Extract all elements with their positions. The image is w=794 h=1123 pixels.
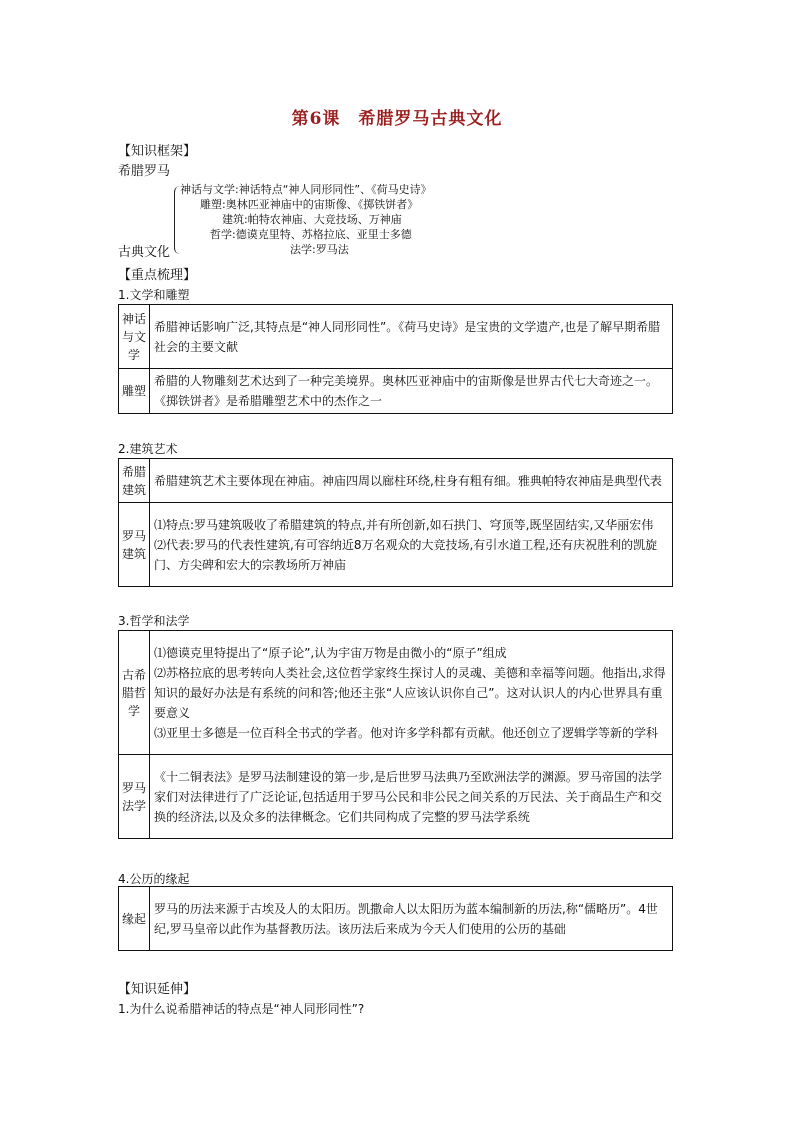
table-row — [119, 305, 673, 369]
table-row — [119, 755, 673, 839]
content-line: ⑴德谟克里特提出了“原子论”,认为宇宙万物是由微小的“原子”组成 — [154, 645, 507, 660]
key-points-heading: 【重点梳理】 — [118, 268, 197, 283]
content-line: ⑵苏格拉底的思考转向人类社会,这位哲学家终生探讨人的灵魂、美德和幸福等问题。他指出,求得知识的最好办法是有系统的问和答;他还主张“人应该认识你自己”。这对认识人的内心世界具有重要意义 — [154, 665, 666, 720]
section-table — [118, 304, 673, 414]
content-line: ⑴特点:罗马建筑吸收了希腊建筑的特点,并有所创新,如石拱门、穹顶等,既坚固结实,又华丽宏伟 — [154, 517, 654, 532]
framework-item: 法学:罗马法 — [290, 243, 349, 256]
extension-question: 1.为什么说希腊神话的特点是“神人同形同性”? — [118, 1002, 365, 1016]
table-row — [119, 459, 673, 503]
row-content: 希腊的人物雕刻艺术达到了一种完美境界。奥林匹亚神庙中的宙斯像是世界古代七大奇迹之一。《掷铁饼者》是希腊雕塑艺术中的杰作之一 — [150, 369, 673, 414]
framework-heading: 【知识框架】 — [118, 144, 197, 159]
row-head: 罗马法学 — [119, 755, 150, 839]
section-table — [118, 458, 673, 587]
framework-item: 哲学:德谟克里特、苏格拉底、亚里士多德 — [210, 228, 412, 241]
table-row — [119, 503, 673, 587]
section-title: 4.公历的缘起 — [118, 872, 190, 886]
row-content: 《十二铜表法》是罗马法制建设的第一步,是后世罗马法典乃至欧洲法学的渊源。罗马帝国的法学家们对法律进行了广泛论证,包括适用于罗马公民和非公民之间关系的万民法、关于商品生产和交换的经济法,以及众多的法律概念。它们共同构成了完整的罗马法学系统 — [150, 755, 673, 839]
row-content: 希腊建筑艺术主要体现在神庙。神庙四周以廊柱环绕,柱身有粗有细。雅典帕特农神庙是典型代表 — [150, 459, 673, 503]
row-head: 雕塑 — [119, 369, 150, 414]
framework-root-bottom: 古典文化 — [118, 245, 171, 260]
section-title: 2.建筑艺术 — [118, 442, 178, 456]
row-head: 希腊建筑 — [119, 459, 150, 503]
row-head: 古希腊哲学 — [119, 631, 150, 755]
row-head: 罗马建筑 — [119, 503, 150, 587]
row-content: 罗马的历法来源于古埃及人的太阳历。凯撒命人以太阳历为蓝本编制新的历法,称“儒略历”。4世纪,罗马皇帝以此作为基督教历法。该历法后来成为今天人们使用的公历的基础 — [150, 887, 673, 951]
section-table — [118, 886, 673, 951]
table-row — [119, 369, 673, 414]
content-line: ⑵代表:罗马的代表性建筑,有可容纳近8万名观众的大竞技场,有引水道工程,还有庆祝胜利的凯旋门、方尖碑和宏大的宗教场所万神庙 — [154, 537, 658, 572]
row-content — [150, 503, 673, 587]
framework-item: 建筑:帕特农神庙、大竞技场、万神庙 — [222, 213, 402, 226]
section-title: 3.哲学和法学 — [118, 614, 190, 628]
page-title: 第6课 希腊罗马古典文化 — [291, 109, 503, 129]
table-row — [119, 887, 673, 951]
framework-root-top: 希腊罗马 — [118, 164, 171, 179]
row-head: 缘起 — [119, 887, 150, 951]
content-line: ⑶亚里士多德是一位百科全书式的学者。他对许多学科都有贡献。他还创立了逻辑学等新的学科 — [154, 725, 659, 740]
framework-item: 雕塑:奥林匹亚神庙中的宙斯像、《掷铁饼者》 — [200, 198, 419, 211]
extension-heading: 【知识延伸】 — [118, 982, 197, 997]
framework-item: 神话与文学:神话特点“神人同形同性”、《荷马史诗》 — [180, 183, 432, 196]
table-row — [119, 631, 673, 755]
row-content — [150, 631, 673, 755]
row-head: 神话与文学 — [119, 305, 150, 369]
section-table — [118, 630, 673, 839]
row-content: 希腊神话影响广泛,其特点是“神人同形同性”。《荷马史诗》是宝贵的文学遗产,也是了解早期希腊社会的主要文献 — [150, 305, 673, 369]
section-title: 1.文学和雕塑 — [118, 288, 190, 302]
